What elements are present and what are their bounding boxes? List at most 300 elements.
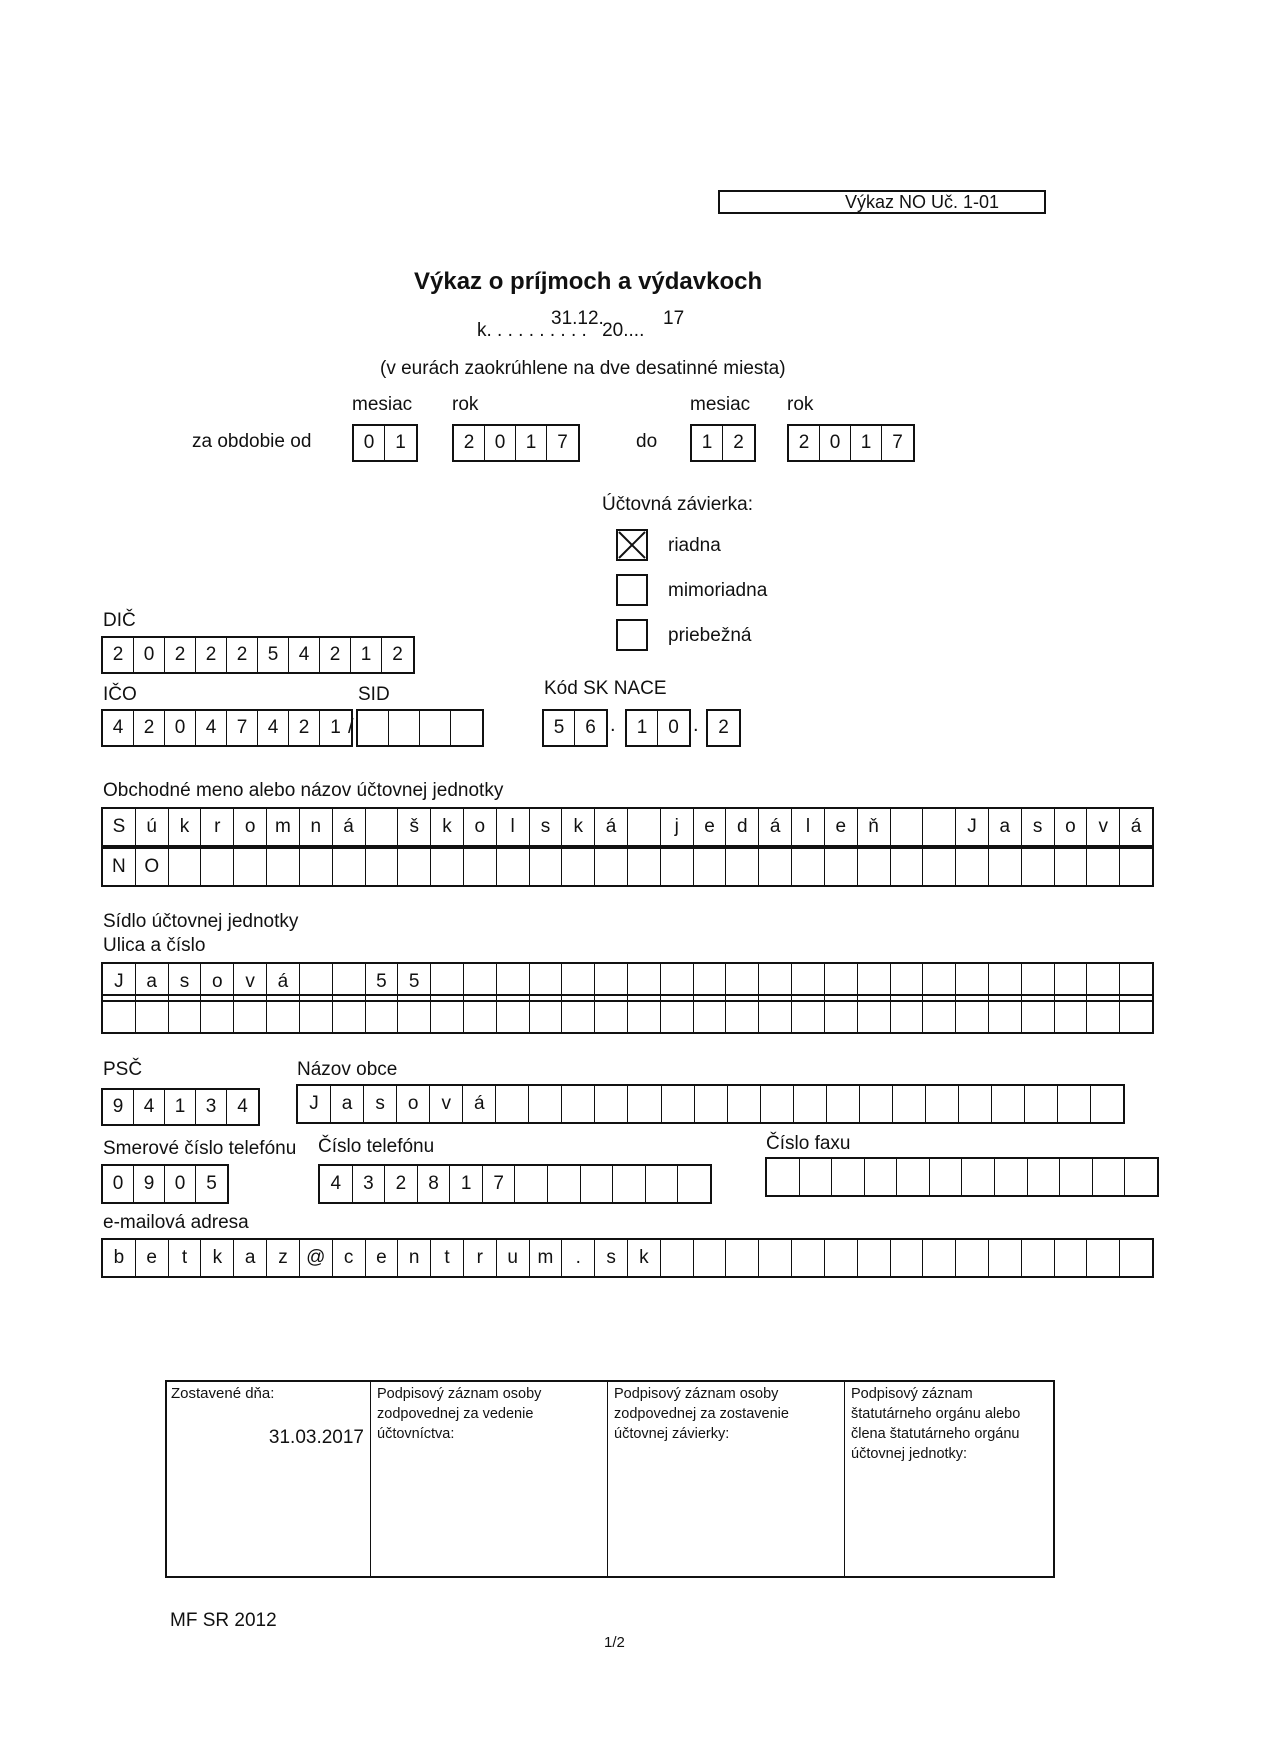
digit-cell: 0 bbox=[103, 1166, 134, 1202]
option-priebezna-label: priebežná bbox=[668, 625, 752, 646]
digit-cell bbox=[613, 1166, 646, 1202]
char-cell bbox=[1087, 849, 1120, 885]
digit-cell: 4 bbox=[320, 1166, 353, 1202]
digit-cell: 1 bbox=[330, 717, 341, 738]
char-cell bbox=[234, 849, 267, 885]
period-label: za obdobie od bbox=[192, 431, 312, 452]
digit-cell: 5 bbox=[206, 1173, 217, 1194]
char-cell bbox=[956, 849, 989, 885]
ico-label: IČO bbox=[103, 684, 137, 705]
digit-cell: 2 bbox=[165, 638, 196, 672]
char-cell bbox=[1120, 849, 1152, 885]
digit-cell: 4 bbox=[103, 711, 134, 745]
char-cell: k bbox=[201, 1240, 234, 1276]
town-label: Názov obce bbox=[297, 1059, 398, 1080]
digit-cell: 4 bbox=[258, 711, 289, 745]
char-cell bbox=[989, 996, 1022, 1032]
char-cell: a bbox=[234, 1240, 267, 1276]
digit-cell bbox=[1125, 1159, 1157, 1195]
char-cell bbox=[923, 1240, 956, 1276]
digit-cell: 2 bbox=[227, 638, 258, 672]
digit-cell: 0 bbox=[820, 426, 851, 460]
char-cell bbox=[726, 996, 759, 1032]
digit-cell bbox=[358, 711, 389, 745]
char-cell bbox=[1022, 996, 1055, 1032]
char-cell bbox=[825, 1240, 858, 1276]
digit-cell: 5 bbox=[258, 638, 289, 672]
char-cell: a bbox=[989, 809, 1022, 845]
digit-cell bbox=[581, 1166, 614, 1202]
digit-cell: 5 bbox=[544, 711, 575, 745]
from-year-field[interactable] bbox=[452, 424, 580, 462]
to-month-field[interactable] bbox=[690, 424, 756, 462]
digit-cell: 0 bbox=[165, 711, 196, 745]
char-cell bbox=[497, 996, 530, 1032]
date-century: 20 bbox=[602, 320, 624, 341]
char-cell bbox=[530, 996, 563, 1032]
char-cell bbox=[366, 996, 399, 1032]
check-x-icon bbox=[618, 531, 646, 559]
char-cell bbox=[333, 849, 366, 885]
char-cell bbox=[860, 1086, 893, 1122]
char-cell bbox=[464, 996, 497, 1032]
char-cell bbox=[201, 849, 234, 885]
char-cell: J bbox=[298, 1086, 331, 1122]
char-cell bbox=[891, 996, 924, 1032]
char-cell: b bbox=[103, 1240, 136, 1276]
dic-field[interactable] bbox=[101, 636, 415, 674]
digit-cell: 2 bbox=[718, 717, 729, 738]
digit-cell: 2 bbox=[289, 711, 320, 745]
char-cell bbox=[1025, 1086, 1058, 1122]
digit-cell: 1 bbox=[516, 426, 547, 460]
date-prefix: k bbox=[477, 320, 487, 341]
char-cell bbox=[1055, 1240, 1088, 1276]
digit-cell: 0 bbox=[668, 717, 679, 738]
digit-cell bbox=[930, 1159, 963, 1195]
char-cell: a bbox=[136, 964, 169, 1000]
char-cell bbox=[431, 996, 464, 1032]
currency-note: (v eurách zaokrúhlene na dve desatinné miesta) bbox=[380, 358, 786, 379]
char-cell: s bbox=[364, 1086, 397, 1122]
char-cell bbox=[825, 996, 858, 1032]
char-cell bbox=[1055, 849, 1088, 885]
digit-cell bbox=[1060, 1159, 1093, 1195]
date-day-month: 31.12. bbox=[551, 308, 604, 329]
char-cell bbox=[956, 996, 989, 1032]
char-cell bbox=[1022, 1240, 1055, 1276]
psc-field[interactable] bbox=[101, 1088, 260, 1126]
digit-cell: 9 bbox=[103, 1090, 134, 1124]
from-year-label: rok bbox=[452, 394, 479, 415]
digit-cell bbox=[865, 1159, 898, 1195]
digit-cell: 2 bbox=[385, 1166, 418, 1202]
digit-cell: 2 bbox=[733, 432, 744, 453]
char-cell bbox=[628, 809, 661, 845]
char-cell bbox=[366, 849, 399, 885]
sid-label: SID bbox=[358, 684, 390, 705]
char-cell: N bbox=[103, 849, 136, 885]
name-row-1[interactable] bbox=[101, 807, 1154, 847]
char-cell bbox=[827, 1086, 860, 1122]
digit-cell bbox=[800, 1159, 833, 1195]
char-cell bbox=[926, 1086, 959, 1122]
char-cell: ú bbox=[136, 809, 169, 845]
street-row-2[interactable] bbox=[101, 994, 1154, 1034]
to-year-label: rok bbox=[787, 394, 814, 415]
date-line: k. . . . . . . . . . 31.12. 20.... 17 bbox=[477, 308, 685, 341]
from-month-label: mesiac bbox=[352, 394, 413, 415]
char-cell: j bbox=[661, 809, 694, 845]
name-row-2[interactable] bbox=[101, 847, 1154, 887]
nace-part1-field[interactable] bbox=[542, 709, 608, 747]
char-cell bbox=[728, 1086, 761, 1122]
char-cell bbox=[759, 849, 792, 885]
char-cell bbox=[726, 849, 759, 885]
char-cell: s bbox=[1022, 809, 1055, 845]
signature-accounting-cell[interactable] bbox=[371, 1382, 608, 1576]
phone-field[interactable] bbox=[318, 1164, 712, 1204]
char-cell bbox=[694, 996, 727, 1032]
char-cell: @ bbox=[300, 1240, 333, 1276]
char-cell: š bbox=[398, 809, 431, 845]
char-cell: t bbox=[431, 1240, 464, 1276]
char-cell: S bbox=[103, 809, 136, 845]
char-cell bbox=[1120, 1240, 1152, 1276]
checkbox-mimoriadna[interactable] bbox=[616, 574, 648, 606]
char-cell bbox=[136, 996, 169, 1032]
seat-label: Sídlo účtovnej jednotky bbox=[103, 911, 299, 932]
char-cell bbox=[234, 996, 267, 1032]
char-cell: m bbox=[530, 1240, 563, 1276]
char-cell bbox=[333, 996, 366, 1032]
compiled-label: Zostavené dňa: bbox=[171, 1385, 275, 1402]
digit-cell bbox=[515, 1166, 548, 1202]
signature-table bbox=[165, 1380, 1055, 1578]
char-cell bbox=[858, 849, 891, 885]
digit-cell: 2 bbox=[103, 638, 134, 672]
char-cell bbox=[761, 1086, 794, 1122]
char-cell bbox=[1087, 996, 1120, 1032]
to-month-label: mesiac bbox=[690, 394, 751, 415]
signature-statutory-label: Podpisový záznam štatutárneho orgánu alebo člena štatutárneho orgánu účtovnej jednotky: bbox=[851, 1386, 1021, 1462]
char-cell: k bbox=[628, 1240, 661, 1276]
char-cell: k bbox=[431, 809, 464, 845]
char-cell bbox=[267, 849, 300, 885]
digit-cell bbox=[767, 1159, 800, 1195]
checkbox-riadna[interactable] bbox=[616, 529, 648, 561]
char-cell bbox=[726, 1240, 759, 1276]
char-cell bbox=[891, 809, 924, 845]
char-cell bbox=[497, 849, 530, 885]
char-cell: o bbox=[201, 964, 234, 1000]
char-cell bbox=[431, 849, 464, 885]
char-cell: á bbox=[759, 809, 792, 845]
digit-cell bbox=[962, 1159, 995, 1195]
char-cell bbox=[694, 1240, 727, 1276]
char-cell: n bbox=[398, 1240, 431, 1276]
char-cell: e bbox=[694, 809, 727, 845]
fax-label: Číslo faxu bbox=[766, 1133, 851, 1154]
char-cell: J bbox=[956, 809, 989, 845]
dic-label: DIČ bbox=[103, 610, 136, 631]
char-cell: O bbox=[136, 849, 169, 885]
char-cell: o bbox=[397, 1086, 430, 1122]
char-cell: 5 bbox=[398, 964, 431, 1000]
char-cell: a bbox=[331, 1086, 364, 1122]
char-cell bbox=[956, 1240, 989, 1276]
char-cell: e bbox=[825, 809, 858, 845]
char-cell bbox=[595, 996, 628, 1032]
char-cell bbox=[923, 849, 956, 885]
char-cell bbox=[891, 1240, 924, 1276]
from-month-field[interactable] bbox=[352, 424, 418, 462]
char-cell bbox=[858, 996, 891, 1032]
char-cell bbox=[496, 1086, 529, 1122]
char-cell bbox=[989, 849, 1022, 885]
digit-cell bbox=[995, 1159, 1028, 1195]
nace-dot-2: . bbox=[693, 714, 699, 736]
digit-cell: 1 bbox=[851, 426, 882, 460]
option-riadna-label: riadna bbox=[668, 535, 721, 556]
char-cell: s bbox=[169, 964, 202, 1000]
digit-cell bbox=[897, 1159, 930, 1195]
char-cell: l bbox=[497, 809, 530, 845]
digit-cell bbox=[678, 1166, 710, 1202]
digit-cell bbox=[389, 711, 420, 745]
digit-cell: 1 bbox=[450, 1166, 483, 1202]
char-cell: e bbox=[366, 1240, 399, 1276]
char-cell bbox=[792, 996, 825, 1032]
phone-prefix-field[interactable] bbox=[101, 1164, 229, 1204]
char-cell: . bbox=[562, 1240, 595, 1276]
date-year: 17 bbox=[663, 308, 685, 329]
char-cell bbox=[695, 1086, 728, 1122]
digit-cell: 7 bbox=[227, 711, 258, 745]
digit-cell: 4 bbox=[289, 638, 320, 672]
digit-cell: 0 bbox=[354, 426, 385, 460]
email-field[interactable] bbox=[101, 1238, 1154, 1278]
digit-cell: 7 bbox=[557, 432, 568, 453]
char-cell bbox=[1087, 1240, 1120, 1276]
char-cell: s bbox=[530, 809, 563, 845]
street-label: Ulica a číslo bbox=[103, 935, 206, 956]
char-cell: z bbox=[267, 1240, 300, 1276]
char-cell: á bbox=[595, 809, 628, 845]
char-cell bbox=[992, 1086, 1025, 1122]
char-cell bbox=[1091, 1086, 1123, 1122]
char-cell: v bbox=[234, 964, 267, 1000]
char-cell: d bbox=[726, 809, 759, 845]
digit-cell bbox=[832, 1159, 865, 1195]
option-mimoriadna-label: mimoriadna bbox=[668, 580, 768, 601]
char-cell bbox=[792, 849, 825, 885]
signature-accounting-label: Podpisový záznam osoby zodpovednej za vedenie účtovníctva: bbox=[377, 1386, 542, 1442]
char-cell bbox=[661, 849, 694, 885]
digit-cell: 0 bbox=[165, 1166, 196, 1202]
char-cell: t bbox=[169, 1240, 202, 1276]
char-cell bbox=[628, 1086, 661, 1122]
char-cell bbox=[398, 849, 431, 885]
digit-cell: 8 bbox=[418, 1166, 451, 1202]
char-cell bbox=[825, 849, 858, 885]
digit-cell: 2 bbox=[320, 638, 351, 672]
char-cell: á bbox=[1130, 816, 1142, 837]
char-cell bbox=[628, 849, 661, 885]
signature-closing-label: Podpisový záznam osoby zodpovednej za zostavenie účtovnej závierky: bbox=[614, 1386, 789, 1442]
char-cell: ň bbox=[858, 809, 891, 845]
form-code-box bbox=[718, 190, 1046, 214]
compiled-date: 31.03.2017 bbox=[268, 1427, 364, 1448]
char-cell: l bbox=[792, 809, 825, 845]
char-cell bbox=[759, 996, 792, 1032]
char-cell: e bbox=[136, 1240, 169, 1276]
page-title: Výkaz o príjmoch a výdavkoch bbox=[414, 268, 763, 295]
digit-cell: 1 bbox=[692, 426, 723, 460]
char-cell bbox=[464, 849, 497, 885]
sid-field[interactable] bbox=[356, 709, 484, 747]
form-code: Výkaz NO Uč. 1-01 bbox=[844, 192, 1000, 212]
char-cell bbox=[661, 996, 694, 1032]
char-cell bbox=[794, 1086, 827, 1122]
digit-cell bbox=[1093, 1159, 1126, 1195]
char-cell: u bbox=[497, 1240, 530, 1276]
char-cell bbox=[858, 1240, 891, 1276]
char-cell bbox=[267, 996, 300, 1032]
char-cell bbox=[1120, 996, 1152, 1032]
name-label: Obchodné meno alebo názov účtovnej jednotky bbox=[103, 780, 504, 801]
char-cell bbox=[662, 1086, 695, 1122]
digit-cell: 1 bbox=[395, 432, 406, 453]
sid-slash: / bbox=[348, 716, 354, 738]
char-cell bbox=[694, 849, 727, 885]
psc-label: PSČ bbox=[103, 1059, 143, 1080]
digit-cell: 1 bbox=[351, 638, 382, 672]
char-cell bbox=[661, 1240, 694, 1276]
digit-cell: 9 bbox=[134, 1166, 165, 1202]
char-cell bbox=[595, 849, 628, 885]
signature-statutory-cell[interactable] bbox=[845, 1382, 1053, 1576]
char-cell: 5 bbox=[366, 964, 399, 1000]
char-cell bbox=[759, 1240, 792, 1276]
char-cell bbox=[989, 1240, 1022, 1276]
char-cell bbox=[562, 849, 595, 885]
digit-cell: 6 bbox=[585, 717, 596, 738]
char-cell bbox=[562, 996, 595, 1032]
char-cell: o bbox=[1055, 809, 1088, 845]
char-cell: o bbox=[234, 809, 267, 845]
nace-part2-field[interactable] bbox=[625, 709, 691, 747]
char-cell bbox=[1058, 1086, 1091, 1122]
char-cell bbox=[529, 1086, 562, 1122]
nace-dot-1: . bbox=[610, 714, 616, 736]
email-label: e-mailová adresa bbox=[103, 1212, 249, 1233]
char-cell bbox=[530, 849, 563, 885]
char-cell: c bbox=[333, 1240, 366, 1276]
char-cell bbox=[103, 996, 136, 1032]
compiled-cell bbox=[167, 1382, 371, 1576]
fax-field[interactable] bbox=[765, 1157, 1159, 1197]
digit-cell: 4 bbox=[134, 1090, 165, 1124]
char-cell: s bbox=[595, 1240, 628, 1276]
ico-field[interactable] bbox=[101, 709, 353, 747]
digit-cell: 4 bbox=[196, 711, 227, 745]
digit-cell: 2 bbox=[392, 644, 403, 665]
char-cell: k bbox=[169, 809, 202, 845]
digit-cell bbox=[646, 1166, 679, 1202]
digit-cell: 0 bbox=[485, 426, 516, 460]
signature-closing-cell[interactable] bbox=[608, 1382, 845, 1576]
char-cell: m bbox=[267, 809, 300, 845]
char-cell bbox=[366, 809, 399, 845]
char-cell: á bbox=[267, 964, 300, 1000]
digit-cell: 2 bbox=[134, 711, 165, 745]
digit-cell: 1 bbox=[165, 1090, 196, 1124]
to-year-field[interactable] bbox=[787, 424, 915, 462]
char-cell bbox=[300, 996, 333, 1032]
char-cell bbox=[628, 996, 661, 1032]
digit-cell: 1 bbox=[627, 711, 658, 745]
town-field[interactable] bbox=[296, 1084, 1125, 1124]
digit-cell: 3 bbox=[196, 1090, 227, 1124]
digit-cell: 4 bbox=[237, 1096, 248, 1117]
char-cell bbox=[300, 849, 333, 885]
digit-cell: 3 bbox=[353, 1166, 386, 1202]
digit-cell: 7 bbox=[892, 432, 903, 453]
char-cell bbox=[923, 996, 956, 1032]
char-cell: á bbox=[333, 809, 366, 845]
char-cell: r bbox=[201, 809, 234, 845]
checkbox-priebezna[interactable] bbox=[616, 619, 648, 651]
nace-label: Kód SK NACE bbox=[544, 678, 667, 699]
page-number: 1/2 bbox=[604, 1634, 625, 1651]
char-cell bbox=[169, 849, 202, 885]
char-cell: k bbox=[562, 809, 595, 845]
phone-label: Číslo telefónu bbox=[318, 1136, 435, 1157]
digit-cell: 2 bbox=[454, 426, 485, 460]
char-cell bbox=[792, 1240, 825, 1276]
digit-cell: 0 bbox=[134, 638, 165, 672]
digit-cell: 2 bbox=[196, 638, 227, 672]
digit-cell bbox=[548, 1166, 581, 1202]
footer-left: MF SR 2012 bbox=[170, 1610, 277, 1631]
char-cell: á bbox=[463, 1086, 496, 1122]
char-cell bbox=[959, 1086, 992, 1122]
char-cell bbox=[1022, 849, 1055, 885]
digit-cell: 7 bbox=[483, 1166, 516, 1202]
char-cell bbox=[595, 1086, 628, 1122]
char-cell: v bbox=[1087, 809, 1120, 845]
to-label: do bbox=[636, 431, 658, 452]
digit-cell: 2 bbox=[789, 426, 820, 460]
char-cell bbox=[201, 996, 234, 1032]
char-cell bbox=[893, 1086, 926, 1122]
digit-cell bbox=[420, 711, 451, 745]
char-cell bbox=[169, 996, 202, 1032]
char-cell: o bbox=[464, 809, 497, 845]
char-cell bbox=[398, 996, 431, 1032]
char-cell: J bbox=[103, 964, 136, 1000]
closing-label: Účtovná závierka: bbox=[602, 494, 754, 515]
char-cell: n bbox=[300, 809, 333, 845]
char-cell bbox=[891, 849, 924, 885]
digit-cell bbox=[451, 711, 482, 745]
char-cell bbox=[1055, 996, 1088, 1032]
char-cell bbox=[562, 1086, 595, 1122]
digit-cell bbox=[1028, 1159, 1061, 1195]
char-cell: v bbox=[430, 1086, 463, 1122]
nace-part3-field[interactable] bbox=[706, 709, 741, 747]
